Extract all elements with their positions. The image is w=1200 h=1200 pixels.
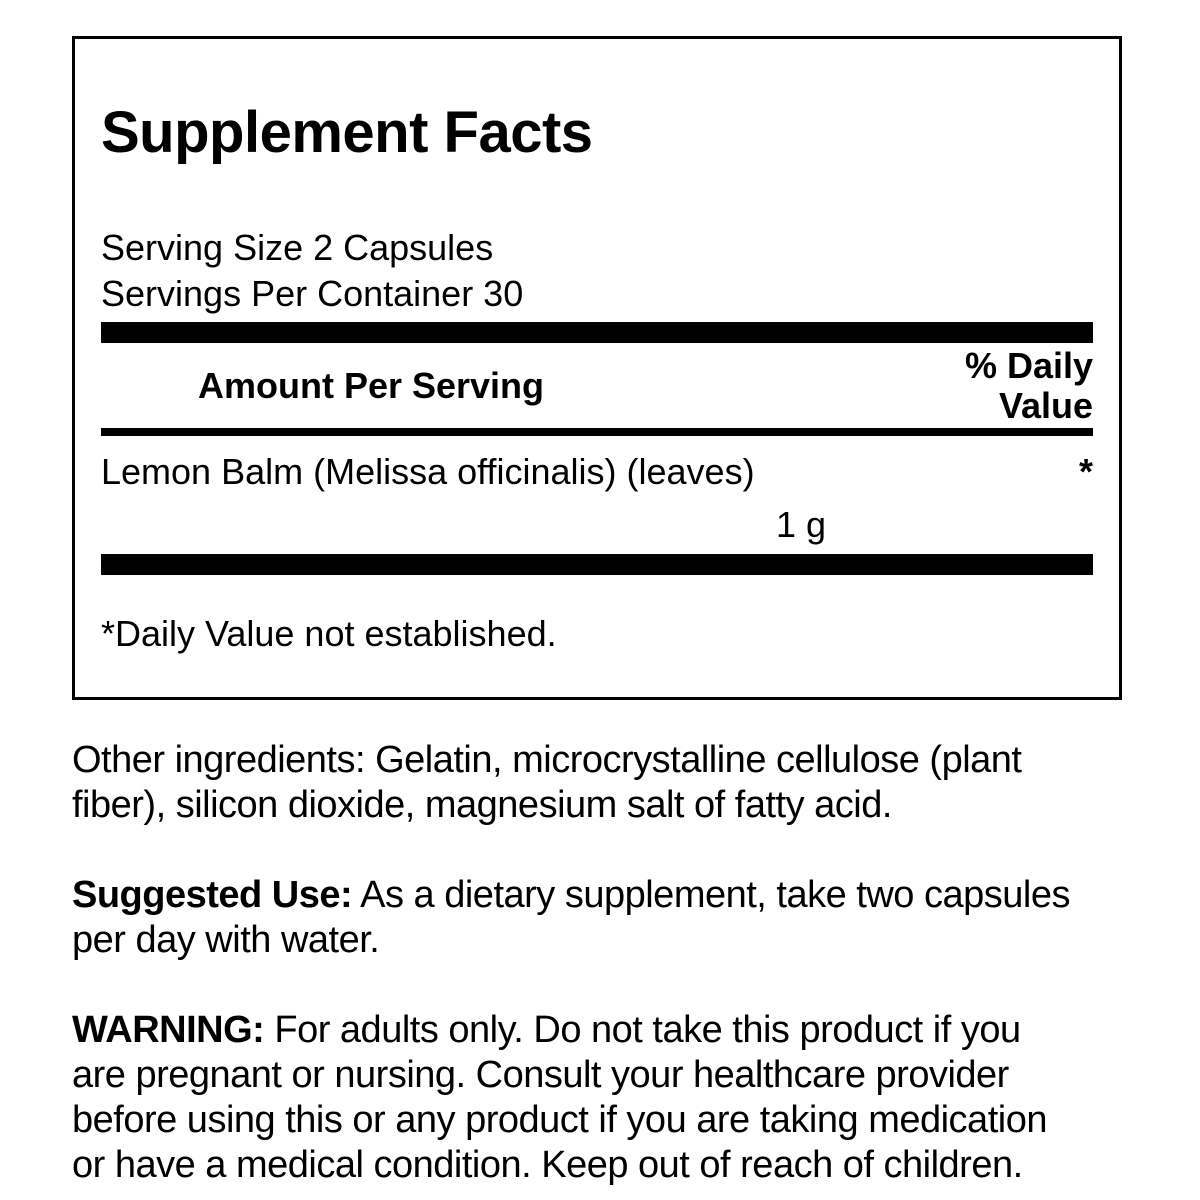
daily-value-header xyxy=(965,346,1093,426)
serving-info xyxy=(101,225,1093,317)
warning-paragraph xyxy=(72,1008,1142,1188)
daily-value-header-line2: Value xyxy=(998,384,1093,426)
suggested-use-label: Suggested Use: xyxy=(72,874,353,916)
warning-line1-rest: For adults only. Do not take this product if you xyxy=(264,1009,1021,1051)
divider-medium xyxy=(101,428,1093,436)
other-ingredients-line2: fiber), silicon dioxide, magnesium salt of fatty acid. xyxy=(72,784,892,826)
warning-line3: before using this or any product if you are taking medication xyxy=(72,1099,1047,1141)
warning-line4: or have a medical condition. Keep out of reach of children. xyxy=(72,1144,1023,1186)
amount-per-serving-header: Amount Per Serving xyxy=(197,364,545,406)
daily-value-header-line1: % Daily xyxy=(964,344,1093,386)
warning-label: WARNING: xyxy=(72,1009,265,1051)
ingredient-row xyxy=(101,449,1093,494)
suggested-use-line1-rest: As a dietary supplement, take two capsules xyxy=(352,874,1070,916)
suggested-use-paragraph xyxy=(72,873,1142,963)
ingredient-daily-value: * xyxy=(1078,451,1093,492)
supplement-facts-title: Supplement Facts xyxy=(101,100,593,165)
ingredient-amount: 1 g xyxy=(776,504,827,545)
warning-line2: are pregnant or nursing. Consult your healthcare provider xyxy=(72,1054,1009,1096)
serving-size-text: Serving Size 2 Capsules xyxy=(101,227,494,268)
divider-thick-top xyxy=(101,322,1093,343)
supplementary-info xyxy=(72,738,1142,1200)
other-ingredients-paragraph xyxy=(72,738,1142,828)
supplement-facts-panel xyxy=(72,36,1122,700)
servings-per-container-text: Servings Per Container 30 xyxy=(101,273,524,314)
suggested-use-line2: per day with water. xyxy=(72,919,380,961)
other-ingredients-line1: Other ingredients: Gelatin, microcrystalline cellulose (plant xyxy=(72,739,1022,781)
warning-line1 xyxy=(72,1008,1142,1053)
suggested-use-line1 xyxy=(72,873,1142,918)
ingredient-name: Lemon Balm (Melissa officinalis) (leaves) xyxy=(101,451,755,492)
divider-thick-bottom xyxy=(101,554,1093,575)
daily-value-footnote: *Daily Value not established. xyxy=(101,613,557,654)
table-header-row xyxy=(101,343,1093,428)
